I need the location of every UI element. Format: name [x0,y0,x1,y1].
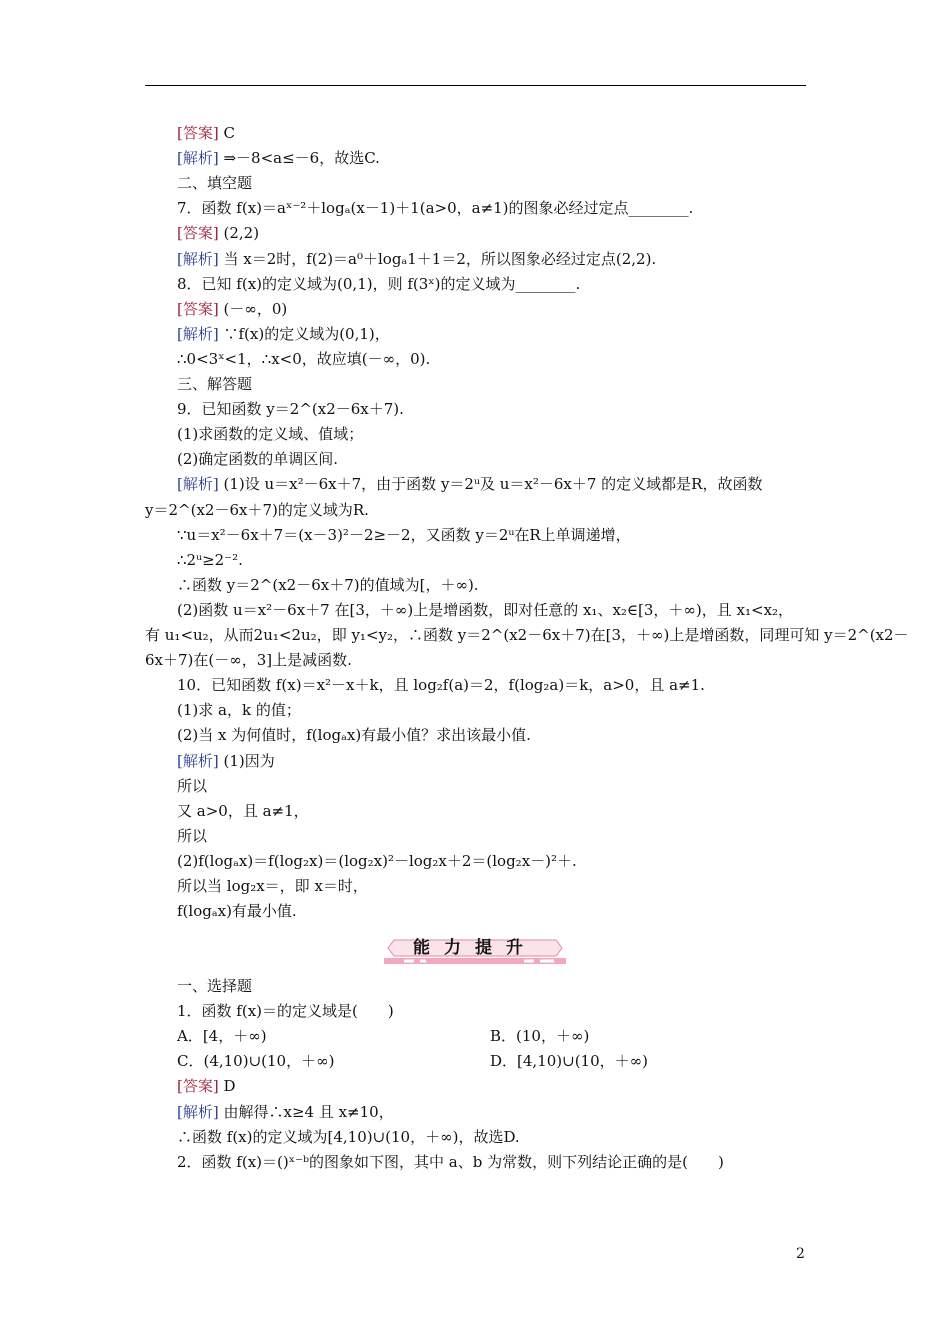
text-line [177,575,479,595]
line-text: y＝2^(x2－6x＋7)的定义域为R. [145,500,369,519]
text-line [177,525,631,545]
line-text: 有 u₁<u₂，从而2u₁<2u₂，即 y₁<y₂，∴函数 y＝2^(x2－6x＋7)在[3，＋∞)上是增函数，同理可知 y＝2^(x2－ [145,626,909,644]
line-text: 三、解答题 [177,375,253,393]
text-line [177,675,705,695]
page-number: 2 [796,1246,805,1262]
text-line [177,474,762,494]
option-right: D．[4,10)∪(10，＋∞) [490,1052,648,1071]
text-line [177,826,207,846]
text-line [177,148,380,168]
line-text: ∴0<3ˣ<1，∴x<0，故应填(－∞，0). [177,349,431,368]
line-text: ∵f(x)的定义域为(0,1)， [218,324,390,343]
text-line [177,374,252,394]
line-text: (1)求 a，k 的值； [177,701,301,720]
text-line [177,349,430,369]
text-line [177,550,243,570]
text-line [177,1102,394,1122]
text-line [177,801,309,821]
line-tag: [答案] [177,124,219,142]
line-tag: [解析] [177,1102,219,1121]
text-line [177,725,531,745]
section-banner [384,934,566,968]
option-right: B．(10，＋∞) [490,1027,590,1046]
line-text: (1)因为 [218,751,275,770]
text-line [177,1152,724,1172]
line-text: C．(4,10)∪(10，＋∞) [177,1052,335,1071]
text-line [177,324,390,344]
text-line [177,123,235,143]
line-text: (1)设 u＝x²－6x＋7，由于函数 y＝2ᵘ及 u＝x²－6x＋7 的定义域都是R，故函数 [218,475,763,494]
line-text: (2,2) [218,224,260,243]
text-line [177,1001,394,1021]
line-text: A．[4，＋∞) [177,1027,267,1046]
text-line [177,449,338,469]
line-text: 所以 [177,776,208,795]
banner-title: 能力提升 [413,938,537,958]
text-line [177,776,207,796]
line-text: 7．函数 f(x)＝aˣ⁻²＋logₐ(x－1)＋1(a>0，a≠1)的图象必经过定点________. [177,199,694,218]
text-line [177,1026,267,1046]
line-tag: [解析] [177,475,219,494]
line-text: 8．已知 f(x)的定义域为(0,1)，则 f(3ˣ)的定义域为________. [177,274,581,293]
text-line [177,173,252,193]
text-line [177,299,287,319]
text-line [177,274,580,294]
text-line [177,399,404,419]
line-text: 由解得∴x≥4 且 x≠10， [218,1102,394,1121]
line-text: 一、选择题 [177,977,253,995]
line-tag: [答案] [177,299,219,318]
line-text: 二、填空题 [177,174,253,193]
text-line [177,1051,334,1071]
line-tag: [解析] [177,149,219,168]
text-line [177,1076,236,1096]
line-text: 10．已知函数 f(x)＝x²－x＋k，且 log₂f(a)＝2，f(log₂a)＝k，a>0，且 a≠1. [177,676,705,695]
text-line [177,1127,520,1147]
text-line [177,851,577,871]
text-line [177,700,301,720]
line-text: (2)当 x 为何值时，f(logₐx)有最小值？求出该最小值. [177,726,531,745]
line-text: (2)确定函数的单调区间. [177,450,339,469]
text-line [177,600,793,620]
line-tag: [解析] [177,249,219,268]
line-text: (2)函数 u＝x²－6x＋7 在[3，＋∞)上是增函数，即对任意的 x₁、x₂∈[3，＋∞)，且 x₁<x₂， [177,600,794,619]
line-text: 1．函数 f(x)＝的定义域是( ) [177,1002,394,1021]
line-text: (－∞，0) [218,299,288,318]
line-text: D [218,1077,236,1096]
line-tag: [答案] [177,224,219,243]
line-text: f(logₐx)有最小值. [177,902,297,921]
text-line [177,876,368,896]
line-text: 所以当 log₂x＝，即 x＝时， [177,877,368,895]
line-text: 所以 [177,826,208,845]
text-line [177,976,252,996]
line-text: 又 a>0，且 a≠1， [177,801,309,820]
line-tag: [解析] [177,324,219,343]
line-text: 2．函数 f(x)＝()ˣ⁻ᵇ的图象如下图，其中 a、b 为常数，则下列结论正确的是( ) [177,1152,724,1171]
text-line [177,901,297,921]
text-line [145,625,909,645]
header-rule [145,85,806,86]
line-text: 6x＋7)在(－∞，3]上是减函数. [145,651,352,670]
text-line [177,198,693,218]
line-text: ∵u＝x²－6x＋7＝(x－3)²－2≥－2，又函数 y＝2ᵘ在R上单调递增， [177,525,631,544]
line-text: ∴2ᵘ≥2⁻². [177,550,243,569]
line-tag: [解析] [177,751,219,770]
text-line [177,249,656,269]
line-text: ⇒－8<a≤－6，故选C. [218,149,380,168]
line-text: (2)f(logₐx)＝f(log₂x)＝(log₂x)²－log₂x＋2＝(log₂x－)²＋. [177,851,577,870]
text-line [177,751,275,771]
line-text: 当 x＝2时，f(2)＝a⁰＋logₐ1＋1＝2，所以图象必经过定点(2,2). [218,249,657,268]
line-text: (1)求函数的定义域、值域； [177,425,364,444]
line-text: ∴函数 f(x)的定义域为[4,10)∪(10，＋∞)，故选D. [177,1127,520,1146]
line-text: 9．已知函数 y＝2^(x2－6x＋7). [177,400,404,419]
line-text: ∴函数 y＝2^(x2－6x＋7)的值域为[，＋∞). [177,575,479,594]
text-line [145,650,352,670]
text-line [177,424,363,444]
text-line [145,500,369,520]
text-line [177,223,259,243]
line-tag: [答案] [177,1077,219,1096]
line-text: C [218,124,235,142]
